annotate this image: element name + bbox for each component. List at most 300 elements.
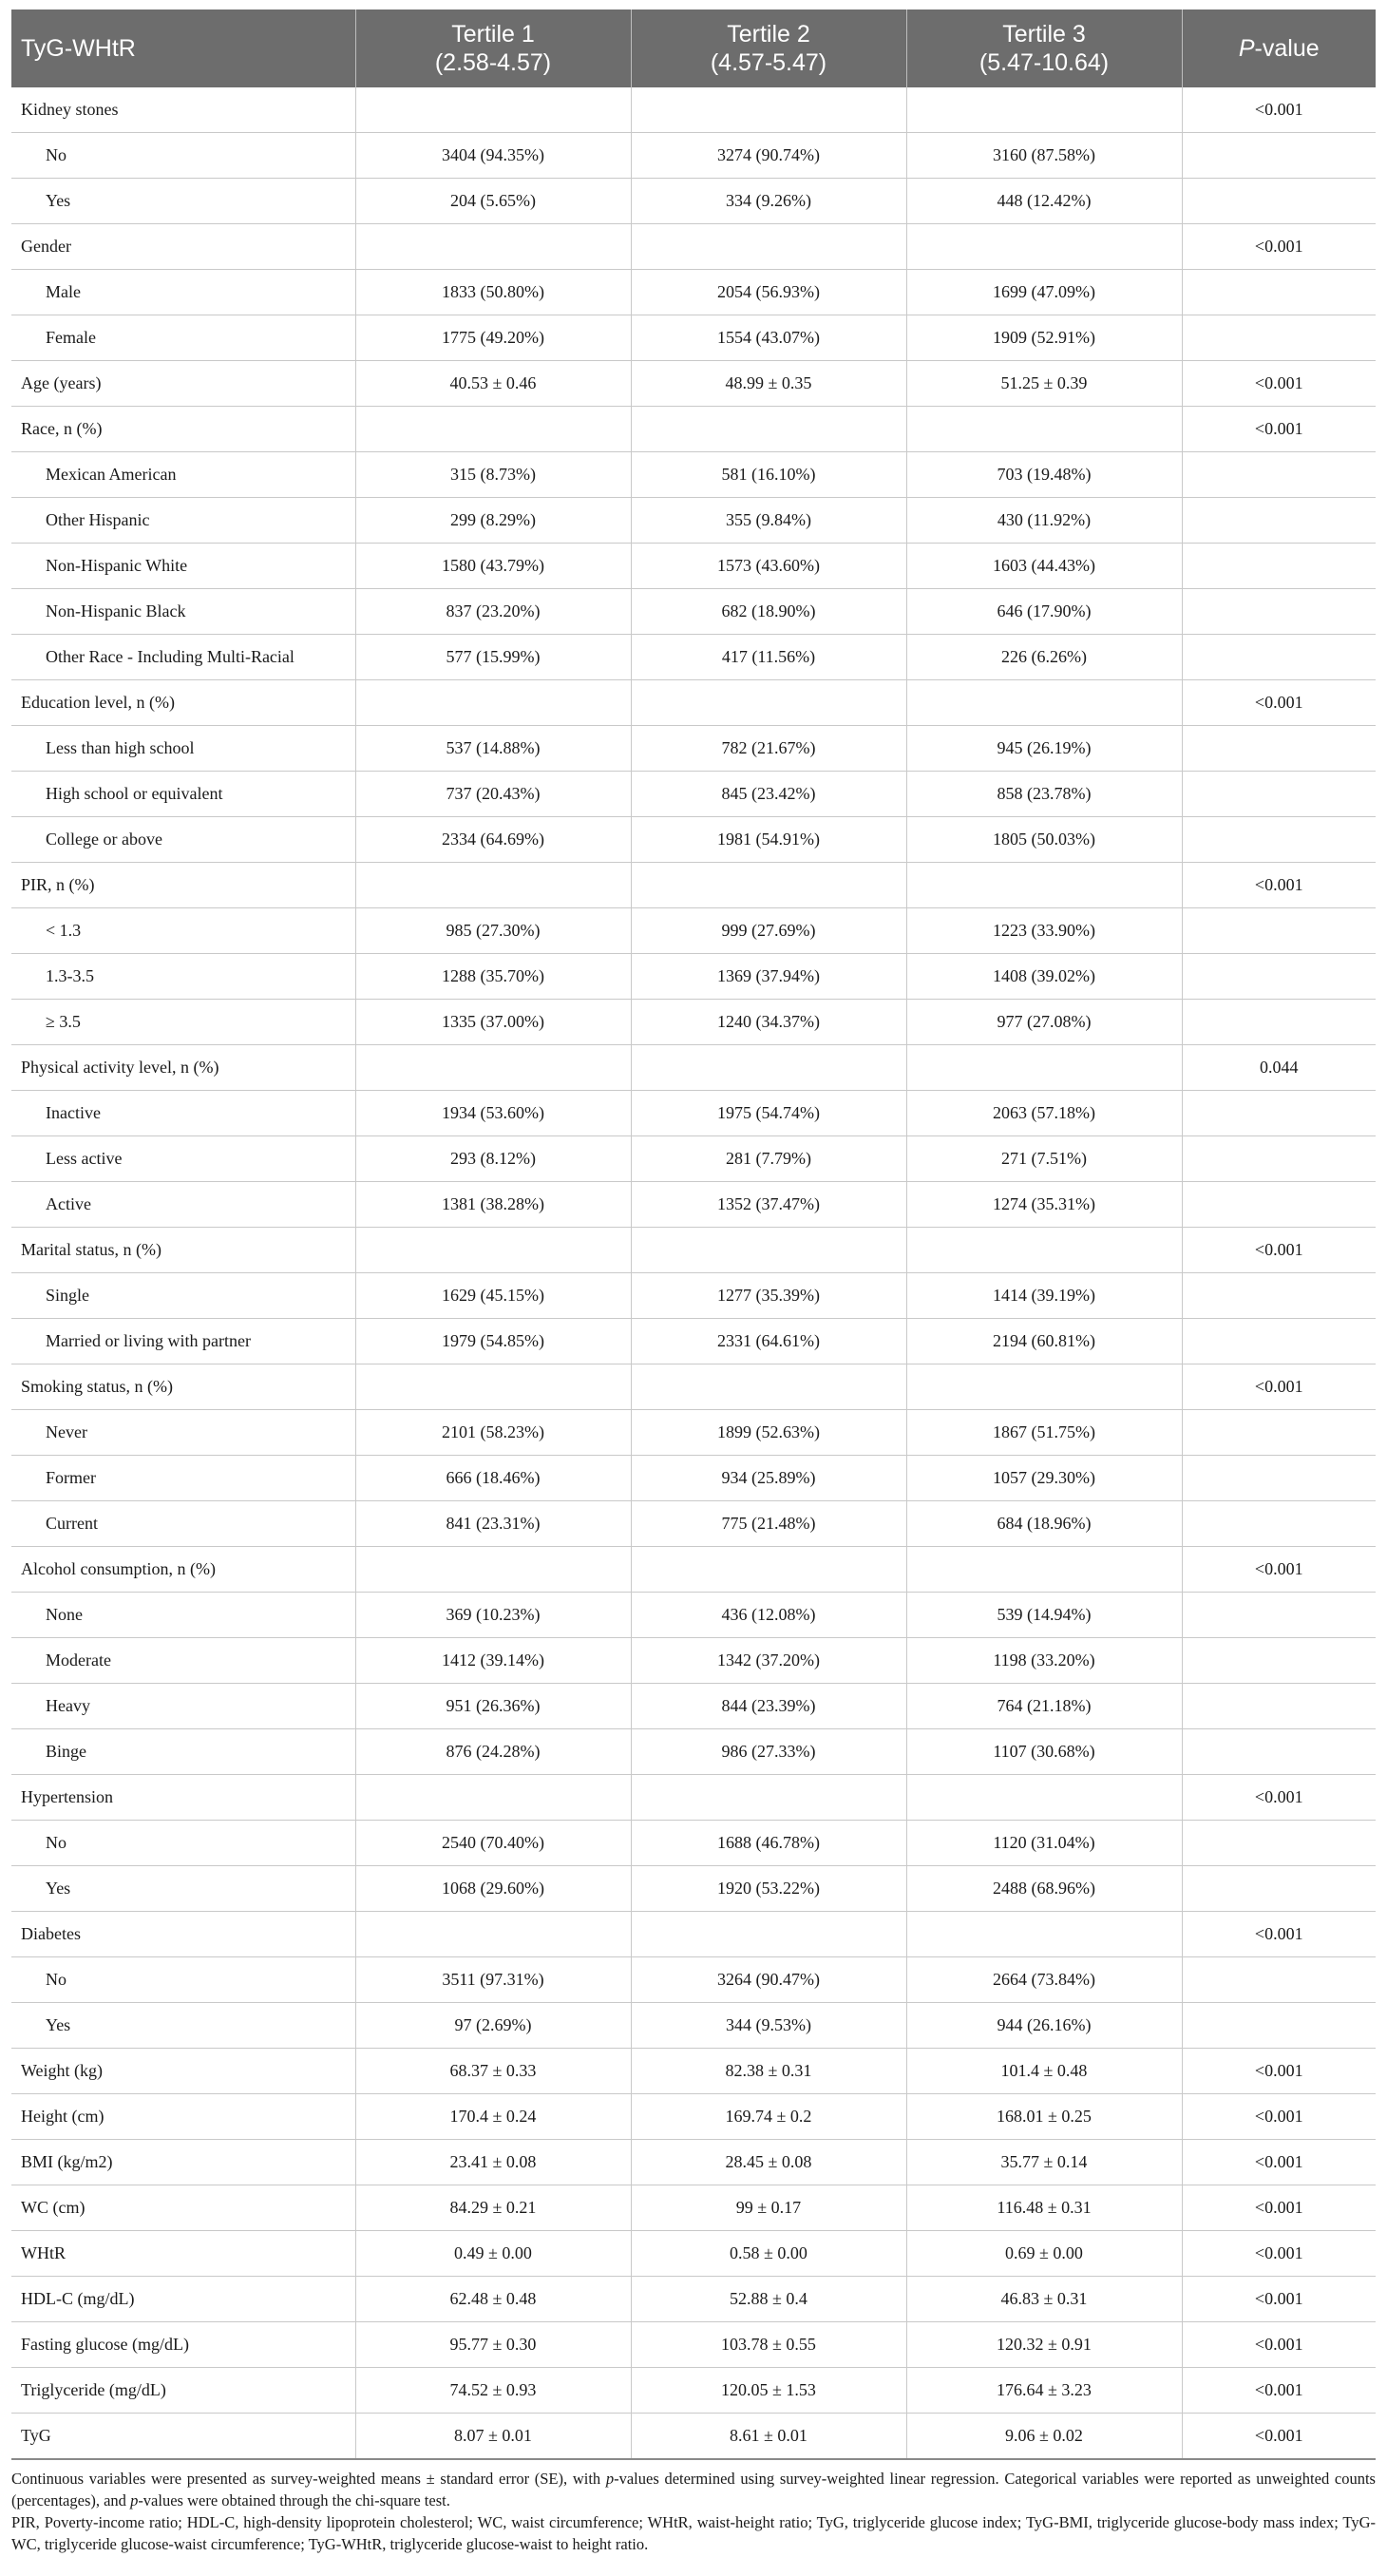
tertile-3-cell: 539 (14.94%) <box>906 1593 1182 1638</box>
row-label: Less active <box>11 1136 355 1182</box>
tertile-3-cell: 120.32 ± 0.91 <box>906 2322 1182 2368</box>
row-label: Yes <box>11 2003 355 2049</box>
p-value-cell: <0.001 <box>1182 2094 1376 2140</box>
table-body <box>11 87 1376 2459</box>
tertile-1-cell: 0.49 ± 0.00 <box>355 2231 631 2277</box>
tertile-3-cell: 944 (26.16%) <box>906 2003 1182 2049</box>
tertile-1-cell: 1335 (37.00%) <box>355 1000 631 1045</box>
tertile-3-cell: 1120 (31.04%) <box>906 1821 1182 1866</box>
header-tertile-3-title: Tertile 3 <box>1002 21 1086 48</box>
table-row <box>11 452 1376 498</box>
table-row <box>11 680 1376 726</box>
row-label: Non-Hispanic White <box>11 544 355 589</box>
tertile-3-cell: 1408 (39.02%) <box>906 954 1182 1000</box>
table-row <box>11 2094 1376 2140</box>
tertile-1-cell: 95.77 ± 0.30 <box>355 2322 631 2368</box>
tertile-1-cell: 1775 (49.20%) <box>355 315 631 361</box>
tertile-2-cell <box>631 1045 906 1091</box>
tertile-1-cell: 68.37 ± 0.33 <box>355 2049 631 2094</box>
tertile-1-cell: 1979 (54.85%) <box>355 1319 631 1364</box>
table-row <box>11 544 1376 589</box>
tertile-1-cell: 62.48 ± 0.48 <box>355 2277 631 2322</box>
tertile-3-cell: 764 (21.18%) <box>906 1684 1182 1729</box>
row-label: HDL-C (mg/dL) <box>11 2277 355 2322</box>
tertile-3-cell: 945 (26.19%) <box>906 726 1182 772</box>
row-label: Kidney stones <box>11 87 355 133</box>
tertile-3-cell: 1107 (30.68%) <box>906 1729 1182 1775</box>
tertile-3-cell: 1805 (50.03%) <box>906 817 1182 863</box>
table-row <box>11 361 1376 407</box>
table-row <box>11 1821 1376 1866</box>
p-value-cell <box>1182 133 1376 179</box>
tertile-1-cell: 84.29 ± 0.21 <box>355 2185 631 2231</box>
tertile-2-cell: 344 (9.53%) <box>631 2003 906 2049</box>
tertile-1-cell <box>355 1547 631 1593</box>
table-row <box>11 2185 1376 2231</box>
tertile-2-cell: 1240 (34.37%) <box>631 1000 906 1045</box>
table-row <box>11 1957 1376 2003</box>
tertile-1-cell: 299 (8.29%) <box>355 498 631 544</box>
p-value-cell <box>1182 315 1376 361</box>
tertile-3-cell <box>906 1228 1182 1273</box>
tertile-1-cell: 1068 (29.60%) <box>355 1866 631 1912</box>
tertile-1-cell: 951 (26.36%) <box>355 1684 631 1729</box>
header-p-suffix: -value <box>1254 35 1320 62</box>
tertile-2-cell: 334 (9.26%) <box>631 179 906 224</box>
tertile-1-cell <box>355 407 631 452</box>
tertile-2-cell <box>631 407 906 452</box>
p-value-cell: <0.001 <box>1182 361 1376 407</box>
p-value-cell <box>1182 1319 1376 1364</box>
row-label: Yes <box>11 1866 355 1912</box>
p-value-cell <box>1182 498 1376 544</box>
table-row <box>11 1547 1376 1593</box>
p-value-cell <box>1182 452 1376 498</box>
tertile-1-cell: 577 (15.99%) <box>355 635 631 680</box>
tertile-3-cell <box>906 87 1182 133</box>
tertile-1-cell: 876 (24.28%) <box>355 1729 631 1775</box>
row-label: WHtR <box>11 2231 355 2277</box>
table-row <box>11 1364 1376 1410</box>
tertile-1-cell: 74.52 ± 0.93 <box>355 2368 631 2414</box>
footnote-segment: p <box>605 2470 615 2488</box>
table-row <box>11 726 1376 772</box>
row-label: No <box>11 1957 355 2003</box>
table-row <box>11 2414 1376 2460</box>
row-label: Other Race - Including Multi-Racial <box>11 635 355 680</box>
table-row <box>11 2231 1376 2277</box>
tertile-2-cell: 52.88 ± 0.4 <box>631 2277 906 2322</box>
tertile-3-cell: 2488 (68.96%) <box>906 1866 1182 1912</box>
tertile-3-cell: 2194 (60.81%) <box>906 1319 1182 1364</box>
p-value-cell: <0.001 <box>1182 2185 1376 2231</box>
tertile-1-cell: 1629 (45.15%) <box>355 1273 631 1319</box>
table-row <box>11 1638 1376 1684</box>
p-value-cell <box>1182 1410 1376 1456</box>
table-row <box>11 1501 1376 1547</box>
p-value-cell <box>1182 1000 1376 1045</box>
p-value-cell <box>1182 1501 1376 1547</box>
tertile-2-cell: 355 (9.84%) <box>631 498 906 544</box>
tertile-1-cell <box>355 1045 631 1091</box>
row-label: Inactive <box>11 1091 355 1136</box>
row-label: Single <box>11 1273 355 1319</box>
header-tertile-3 <box>906 10 1182 87</box>
table-row <box>11 1684 1376 1729</box>
p-value-cell <box>1182 2003 1376 2049</box>
row-label: Triglyceride (mg/dL) <box>11 2368 355 2414</box>
table-row <box>11 954 1376 1000</box>
tertile-3-cell: 684 (18.96%) <box>906 1501 1182 1547</box>
tertile-1-cell: 8.07 ± 0.01 <box>355 2414 631 2460</box>
tertile-3-cell: 101.4 ± 0.48 <box>906 2049 1182 2094</box>
tertile-1-cell: 737 (20.43%) <box>355 772 631 817</box>
tertile-1-cell: 2334 (64.69%) <box>355 817 631 863</box>
tertile-3-cell: 2063 (57.18%) <box>906 1091 1182 1136</box>
table-row <box>11 224 1376 270</box>
p-value-cell: <0.001 <box>1182 2368 1376 2414</box>
tertile-1-cell: 537 (14.88%) <box>355 726 631 772</box>
row-label: Heavy <box>11 1684 355 1729</box>
row-label: TyG <box>11 2414 355 2460</box>
table-row <box>11 498 1376 544</box>
tertile-1-cell: 3404 (94.35%) <box>355 133 631 179</box>
tertile-2-cell: 1342 (37.20%) <box>631 1638 906 1684</box>
header-row-label: TyG-WHtR <box>11 10 355 87</box>
footnote-segment: -values determined using survey-weighted linear regression. Categorical variables were reported as unweighted counts (percentages), and <box>11 2470 1376 2509</box>
p-value-cell <box>1182 635 1376 680</box>
p-value-cell: <0.001 <box>1182 2140 1376 2185</box>
row-label: Married or living with partner <box>11 1319 355 1364</box>
tertile-2-cell: 1920 (53.22%) <box>631 1866 906 1912</box>
row-label: Height (cm) <box>11 2094 355 2140</box>
tertile-2-cell: 775 (21.48%) <box>631 1501 906 1547</box>
tertile-2-cell <box>631 1364 906 1410</box>
table-row <box>11 270 1376 315</box>
p-value-cell <box>1182 544 1376 589</box>
table-row <box>11 1045 1376 1091</box>
tertile-1-cell <box>355 1364 631 1410</box>
row-label: BMI (kg/m2) <box>11 2140 355 2185</box>
tertile-2-cell: 169.74 ± 0.2 <box>631 2094 906 2140</box>
row-label: Moderate <box>11 1638 355 1684</box>
tertile-2-cell: 782 (21.67%) <box>631 726 906 772</box>
tertile-1-cell: 369 (10.23%) <box>355 1593 631 1638</box>
p-value-cell <box>1182 1136 1376 1182</box>
p-value-cell: <0.001 <box>1182 87 1376 133</box>
tertile-1-cell: 1381 (38.28%) <box>355 1182 631 1228</box>
p-value-cell <box>1182 1456 1376 1501</box>
tertile-2-cell: 1352 (37.47%) <box>631 1182 906 1228</box>
p-value-cell: <0.001 <box>1182 680 1376 726</box>
table-row <box>11 133 1376 179</box>
tertile-1-cell: 40.53 ± 0.46 <box>355 361 631 407</box>
tertile-2-cell: 281 (7.79%) <box>631 1136 906 1182</box>
tertile-1-cell: 1288 (35.70%) <box>355 954 631 1000</box>
tertile-3-cell: 1223 (33.90%) <box>906 908 1182 954</box>
row-label: Non-Hispanic Black <box>11 589 355 635</box>
tertile-2-cell: 844 (23.39%) <box>631 1684 906 1729</box>
row-label: None <box>11 1593 355 1638</box>
tertile-2-cell: 2331 (64.61%) <box>631 1319 906 1364</box>
table-row <box>11 1775 1376 1821</box>
tertile-3-cell: 226 (6.26%) <box>906 635 1182 680</box>
table-row <box>11 1136 1376 1182</box>
header-tertile-2 <box>631 10 906 87</box>
p-value-cell: <0.001 <box>1182 1775 1376 1821</box>
tertile-2-cell: 120.05 ± 1.53 <box>631 2368 906 2414</box>
tertile-2-cell: 934 (25.89%) <box>631 1456 906 1501</box>
tertile-3-cell <box>906 224 1182 270</box>
tertile-2-cell <box>631 863 906 908</box>
row-label: Less than high school <box>11 726 355 772</box>
p-value-cell: <0.001 <box>1182 2414 1376 2460</box>
p-value-cell: <0.001 <box>1182 1228 1376 1273</box>
tertile-2-cell: 581 (16.10%) <box>631 452 906 498</box>
tertile-2-cell: 2054 (56.93%) <box>631 270 906 315</box>
tertile-3-cell: 168.01 ± 0.25 <box>906 2094 1182 2140</box>
row-label: Former <box>11 1456 355 1501</box>
p-value-cell: 0.044 <box>1182 1045 1376 1091</box>
tertile-3-cell: 176.64 ± 3.23 <box>906 2368 1182 2414</box>
table-row <box>11 1410 1376 1456</box>
header-p-letter: P <box>1238 35 1255 62</box>
tertile-3-cell: 46.83 ± 0.31 <box>906 2277 1182 2322</box>
tertile-1-cell: 293 (8.12%) <box>355 1136 631 1182</box>
tertile-3-cell: 977 (27.08%) <box>906 1000 1182 1045</box>
p-value-cell <box>1182 954 1376 1000</box>
tertile-2-cell: 48.99 ± 0.35 <box>631 361 906 407</box>
table-row <box>11 2277 1376 2322</box>
table-row <box>11 1091 1376 1136</box>
row-label: ≥ 3.5 <box>11 1000 355 1045</box>
p-value-cell <box>1182 1821 1376 1866</box>
table-row <box>11 1866 1376 1912</box>
tertile-2-cell: 0.58 ± 0.00 <box>631 2231 906 2277</box>
tertile-3-cell <box>906 1547 1182 1593</box>
tertile-3-cell <box>906 1912 1182 1957</box>
table-row <box>11 1912 1376 1957</box>
tertile-3-cell: 2664 (73.84%) <box>906 1957 1182 2003</box>
tertile-2-cell: 1688 (46.78%) <box>631 1821 906 1866</box>
row-label: WC (cm) <box>11 2185 355 2231</box>
tertile-3-cell: 646 (17.90%) <box>906 589 1182 635</box>
row-label: No <box>11 1821 355 1866</box>
table-row <box>11 2003 1376 2049</box>
tertile-2-cell: 1554 (43.07%) <box>631 315 906 361</box>
footnote-segment: -values were obtained through the chi-square test. <box>138 2491 450 2509</box>
tertile-2-cell: 682 (18.90%) <box>631 589 906 635</box>
tertile-3-cell <box>906 863 1182 908</box>
row-label: Gender <box>11 224 355 270</box>
tertile-2-cell: 1277 (35.39%) <box>631 1273 906 1319</box>
tertile-1-cell <box>355 1775 631 1821</box>
row-label: Physical activity level, n (%) <box>11 1045 355 1091</box>
row-label: 1.3-3.5 <box>11 954 355 1000</box>
table-container <box>11 10 1376 2555</box>
tertile-3-cell: 271 (7.51%) <box>906 1136 1182 1182</box>
tertile-1-cell: 97 (2.69%) <box>355 2003 631 2049</box>
row-label: Current <box>11 1501 355 1547</box>
table-row <box>11 2322 1376 2368</box>
p-value-cell: <0.001 <box>1182 2049 1376 2094</box>
row-label: Marital status, n (%) <box>11 1228 355 1273</box>
row-label: High school or equivalent <box>11 772 355 817</box>
tertile-2-cell: 1899 (52.63%) <box>631 1410 906 1456</box>
tertile-2-cell: 3264 (90.47%) <box>631 1957 906 2003</box>
p-value-cell <box>1182 1957 1376 2003</box>
p-value-cell <box>1182 270 1376 315</box>
footnote-abbreviations: PIR, Poverty-income ratio; HDL-C, high-density lipoprotein cholesterol; WC, waist circumference; WHtR, waist-height ratio; TyG, triglyceride glucose index; TyG-BMI, triglyceride glucose-body mass index; TyG-WC, triglyceride glucose-waist circumference; TyG-WHtR, triglyceride glucose-waist to height ratio. <box>11 2513 1376 2553</box>
tertile-2-cell: 1573 (43.60%) <box>631 544 906 589</box>
p-value-cell: <0.001 <box>1182 2231 1376 2277</box>
p-value-cell <box>1182 1273 1376 1319</box>
tertile-2-cell <box>631 224 906 270</box>
p-value-cell <box>1182 1091 1376 1136</box>
table-row <box>11 589 1376 635</box>
tertile-3-cell: 430 (11.92%) <box>906 498 1182 544</box>
header-p-value <box>1182 10 1376 87</box>
tertile-3-cell: 3160 (87.58%) <box>906 133 1182 179</box>
tertile-2-cell: 8.61 ± 0.01 <box>631 2414 906 2460</box>
table-row <box>11 1319 1376 1364</box>
tertile-3-cell: 9.06 ± 0.02 <box>906 2414 1182 2460</box>
tertile-2-cell: 1975 (54.74%) <box>631 1091 906 1136</box>
tertile-2-cell: 986 (27.33%) <box>631 1729 906 1775</box>
row-label: Never <box>11 1410 355 1456</box>
p-value-cell: <0.001 <box>1182 863 1376 908</box>
tertile-1-cell: 2540 (70.40%) <box>355 1821 631 1866</box>
p-value-cell <box>1182 908 1376 954</box>
row-label: Fasting glucose (mg/dL) <box>11 2322 355 2368</box>
baseline-characteristics-table <box>11 10 1376 2460</box>
table-row <box>11 1000 1376 1045</box>
tertile-2-cell: 99 ± 0.17 <box>631 2185 906 2231</box>
table-row <box>11 863 1376 908</box>
p-value-cell <box>1182 1638 1376 1684</box>
tertile-3-cell: 703 (19.48%) <box>906 452 1182 498</box>
row-label: Race, n (%) <box>11 407 355 452</box>
tertile-1-cell: 23.41 ± 0.08 <box>355 2140 631 2185</box>
p-value-cell <box>1182 817 1376 863</box>
p-value-cell: <0.001 <box>1182 2322 1376 2368</box>
tertile-3-cell: 0.69 ± 0.00 <box>906 2231 1182 2277</box>
tertile-2-cell <box>631 1547 906 1593</box>
table-row <box>11 1182 1376 1228</box>
table-row <box>11 817 1376 863</box>
p-value-cell <box>1182 1684 1376 1729</box>
tertile-2-cell: 1981 (54.91%) <box>631 817 906 863</box>
tertile-1-cell: 985 (27.30%) <box>355 908 631 954</box>
row-label: Diabetes <box>11 1912 355 1957</box>
tertile-2-cell <box>631 1912 906 1957</box>
tertile-1-cell: 2101 (58.23%) <box>355 1410 631 1456</box>
header-tertile-1-range: (2.58-4.57) <box>434 49 552 76</box>
tertile-3-cell: 1414 (39.19%) <box>906 1273 1182 1319</box>
tertile-3-cell: 1057 (29.30%) <box>906 1456 1182 1501</box>
footnote-segment: p <box>130 2491 139 2509</box>
tertile-3-cell: 448 (12.42%) <box>906 179 1182 224</box>
tertile-2-cell <box>631 1228 906 1273</box>
tertile-2-cell <box>631 680 906 726</box>
tertile-3-cell: 1198 (33.20%) <box>906 1638 1182 1684</box>
p-value-cell <box>1182 1866 1376 1912</box>
row-label: Age (years) <box>11 361 355 407</box>
table-row <box>11 2049 1376 2094</box>
tertile-1-cell <box>355 680 631 726</box>
table-row <box>11 772 1376 817</box>
tertile-2-cell: 999 (27.69%) <box>631 908 906 954</box>
tertile-1-cell: 204 (5.65%) <box>355 179 631 224</box>
row-label: Yes <box>11 179 355 224</box>
tertile-2-cell: 82.38 ± 0.31 <box>631 2049 906 2094</box>
row-label: Male <box>11 270 355 315</box>
tertile-1-cell: 841 (23.31%) <box>355 1501 631 1547</box>
p-value-cell <box>1182 1729 1376 1775</box>
row-label: College or above <box>11 817 355 863</box>
footnote-segment: Continuous variables were presented as survey-weighted means ± standard error (SE), with <box>11 2470 606 2488</box>
tertile-3-cell: 1699 (47.09%) <box>906 270 1182 315</box>
tertile-1-cell <box>355 1228 631 1273</box>
row-label: Smoking status, n (%) <box>11 1364 355 1410</box>
table-footnotes <box>11 2468 1376 2555</box>
tertile-2-cell: 1369 (37.94%) <box>631 954 906 1000</box>
tertile-3-cell: 1909 (52.91%) <box>906 315 1182 361</box>
tertile-3-cell: 35.77 ± 0.14 <box>906 2140 1182 2185</box>
tertile-1-cell: 1412 (39.14%) <box>355 1638 631 1684</box>
header-tertile-3-range: (5.47-10.64) <box>978 49 1110 76</box>
tertile-3-cell <box>906 1045 1182 1091</box>
table-row <box>11 1228 1376 1273</box>
tertile-1-cell: 3511 (97.31%) <box>355 1957 631 2003</box>
table-row <box>11 315 1376 361</box>
header-tertile-2-title: Tertile 2 <box>727 21 810 48</box>
row-label: Other Hispanic <box>11 498 355 544</box>
tertile-2-cell: 28.45 ± 0.08 <box>631 2140 906 2185</box>
table-row <box>11 1729 1376 1775</box>
p-value-cell: <0.001 <box>1182 1364 1376 1410</box>
tertile-3-cell: 858 (23.78%) <box>906 772 1182 817</box>
table-header <box>11 10 1376 87</box>
tertile-1-cell: 837 (23.20%) <box>355 589 631 635</box>
tertile-2-cell <box>631 87 906 133</box>
p-value-cell: <0.001 <box>1182 224 1376 270</box>
tertile-1-cell: 170.4 ± 0.24 <box>355 2094 631 2140</box>
tertile-2-cell: 103.78 ± 0.55 <box>631 2322 906 2368</box>
tertile-2-cell: 417 (11.56%) <box>631 635 906 680</box>
tertile-1-cell: 1934 (53.60%) <box>355 1091 631 1136</box>
tertile-3-cell <box>906 1775 1182 1821</box>
tertile-3-cell <box>906 1364 1182 1410</box>
header-tertile-1 <box>355 10 631 87</box>
table-row <box>11 2140 1376 2185</box>
header-tertile-1-title: Tertile 1 <box>451 21 535 48</box>
row-label: PIR, n (%) <box>11 863 355 908</box>
tertile-1-cell <box>355 863 631 908</box>
table-row <box>11 1593 1376 1638</box>
tertile-1-cell <box>355 1912 631 1957</box>
p-value-cell <box>1182 179 1376 224</box>
tertile-3-cell <box>906 680 1182 726</box>
p-value-cell <box>1182 1182 1376 1228</box>
p-value-cell: <0.001 <box>1182 407 1376 452</box>
p-value-cell <box>1182 1593 1376 1638</box>
table-row <box>11 1273 1376 1319</box>
p-value-cell <box>1182 589 1376 635</box>
tertile-2-cell: 845 (23.42%) <box>631 772 906 817</box>
tertile-2-cell: 436 (12.08%) <box>631 1593 906 1638</box>
row-label: Alcohol consumption, n (%) <box>11 1547 355 1593</box>
